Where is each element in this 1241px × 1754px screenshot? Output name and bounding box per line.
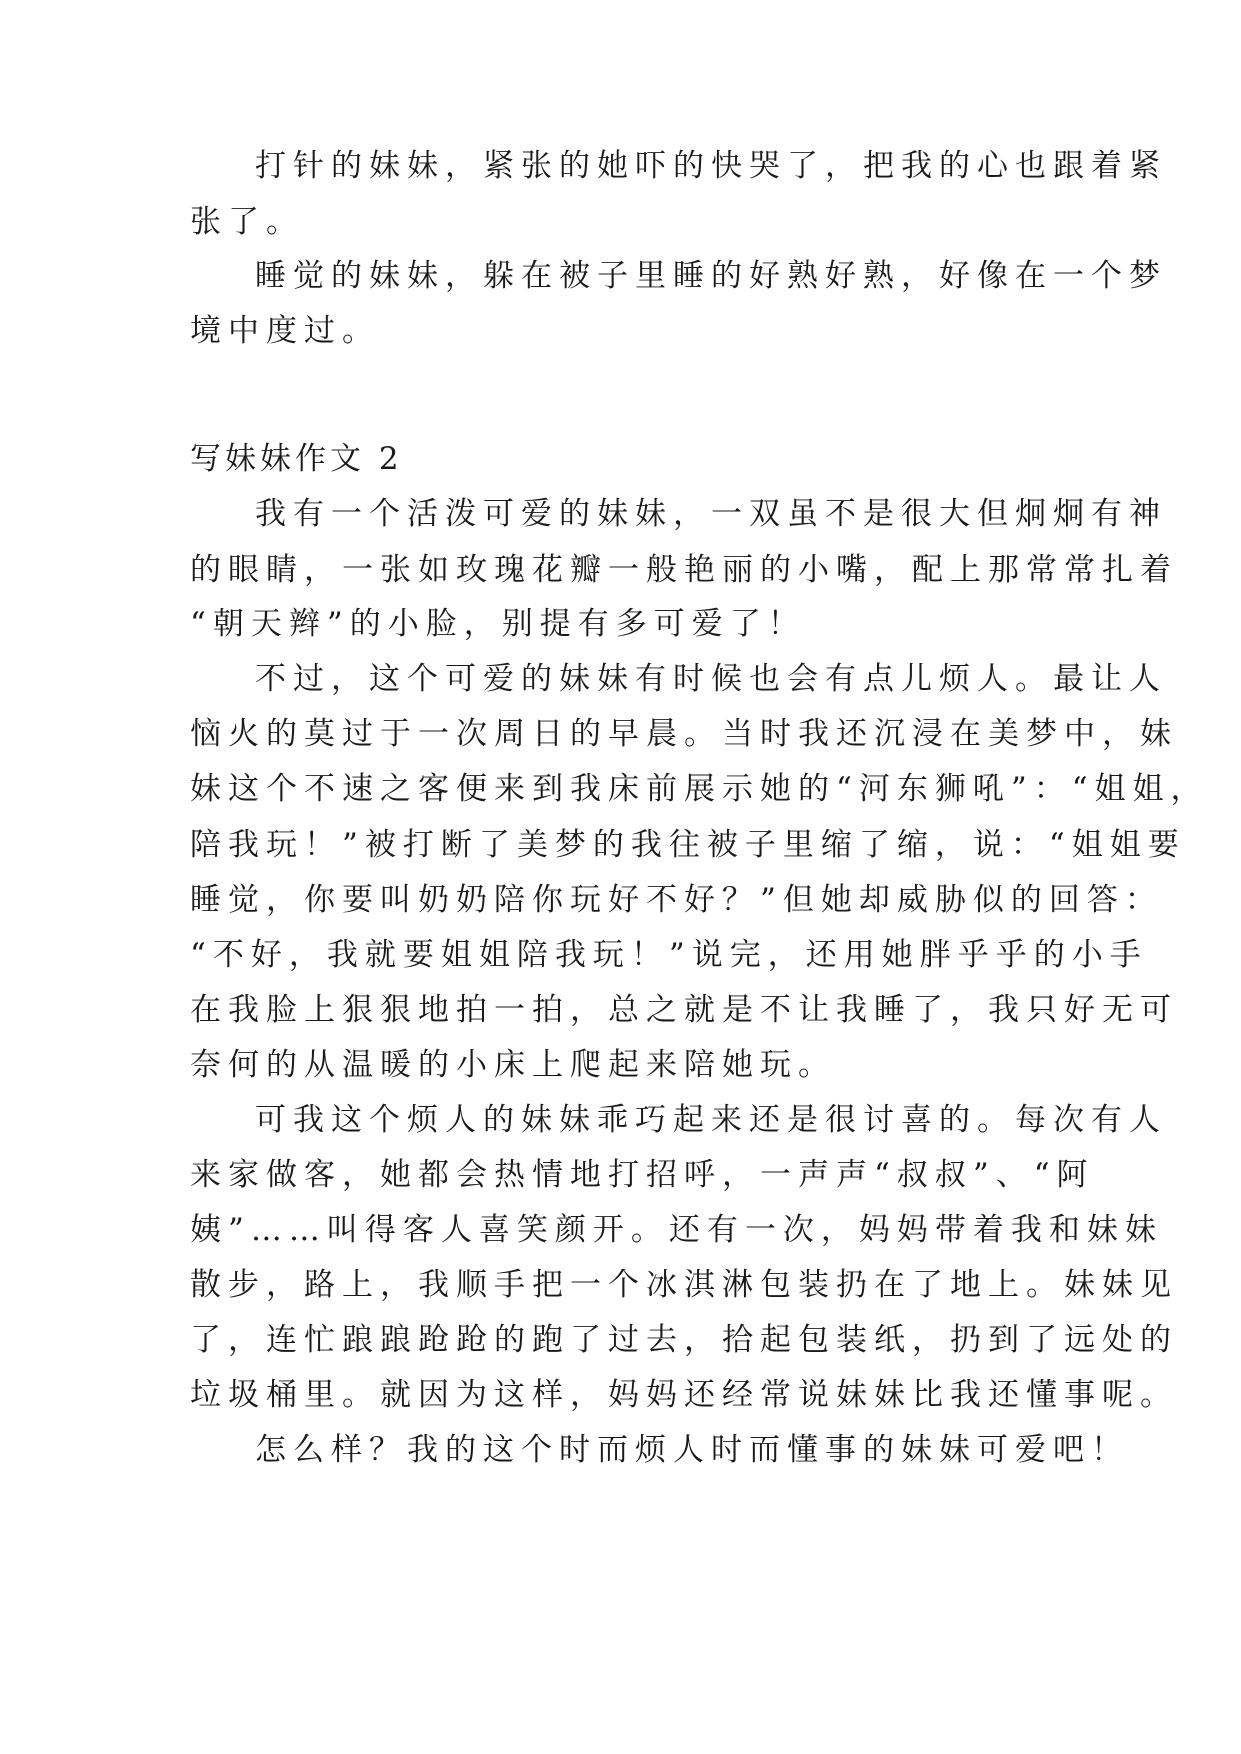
paragraph-line: 不过，这个可爱的妹妹有时候也会有点儿烦人。最让人	[255, 661, 1167, 697]
paragraph-line: 了，连忙踉踉跄跄的跑了过去，拾起包装纸，扔到了远处的	[190, 1322, 1178, 1358]
paragraph-line: 怎么样？我的这个时而烦人时而懂事的妹妹可爱吧！	[255, 1432, 1129, 1468]
paragraph-line: 妹这个不速之客便来到我床前展示她的“河东狮吼”：“姐姐，	[190, 771, 1209, 807]
paragraph-line: 在我脸上狠狠地拍一拍，总之就是不让我睡了，我只好无可	[190, 992, 1178, 1028]
paragraph-line: 垃圾桶里。就因为这样，妈妈还经常说妹妹比我还懂事呢。	[190, 1377, 1178, 1413]
paragraph-line: 散步，路上，我顺手把一个冰淇淋包装扔在了地上。妹妹见	[190, 1267, 1178, 1303]
paragraph-line: 张了。	[190, 204, 304, 240]
paragraph-line: “朝天辫”的小脸，别提有多可爱了！	[190, 606, 806, 642]
paragraph-line: 来家做客，她都会热情地打招呼，一声声“叔叔”、“阿	[190, 1157, 1095, 1193]
paragraph-line: 奈何的从温暖的小床上爬起来陪她玩。	[190, 1047, 836, 1083]
paragraph-line: 可我这个烦人的妹妹乖巧起来还是很讨喜的。每次有人	[255, 1102, 1167, 1138]
paragraph-line: 的眼睛，一张如玫瑰花瓣一般艳丽的小嘴，配上那常常扎着	[190, 552, 1178, 588]
paragraph-line: 打针的妹妹，紧张的她吓的快哭了，把我的心也跟着紧	[255, 148, 1167, 184]
paragraph-line: 恼火的莫过于一次周日的早晨。当时我还沉浸在美梦中，妹	[190, 716, 1178, 752]
paragraph-line: 姨”……叫得客人喜笑颜开。还有一次，妈妈带着我和妹妹	[190, 1212, 1163, 1248]
paragraph-line: 睡觉的妹妹，躲在被子里睡的好熟好熟，好像在一个梦	[255, 258, 1167, 294]
paragraph-line: “不好，我就要姐姐陪我玩！”说完，还用她胖乎乎的小手	[190, 937, 1148, 973]
section-title: 写妹妹作文 2	[190, 441, 403, 477]
paragraph-line: 睡觉，你要叫奶奶陪你玩好不好？”但她却威胁似的回答：	[190, 882, 1163, 918]
paragraph-line: 陪我玩！”被打断了美梦的我往被子里缩了缩，说：“姐姐要	[190, 827, 1186, 863]
paragraph-line: 境中度过。	[190, 313, 380, 349]
paragraph-line: 我有一个活泼可爱的妹妹，一双虽不是很大但炯炯有神	[255, 496, 1167, 532]
